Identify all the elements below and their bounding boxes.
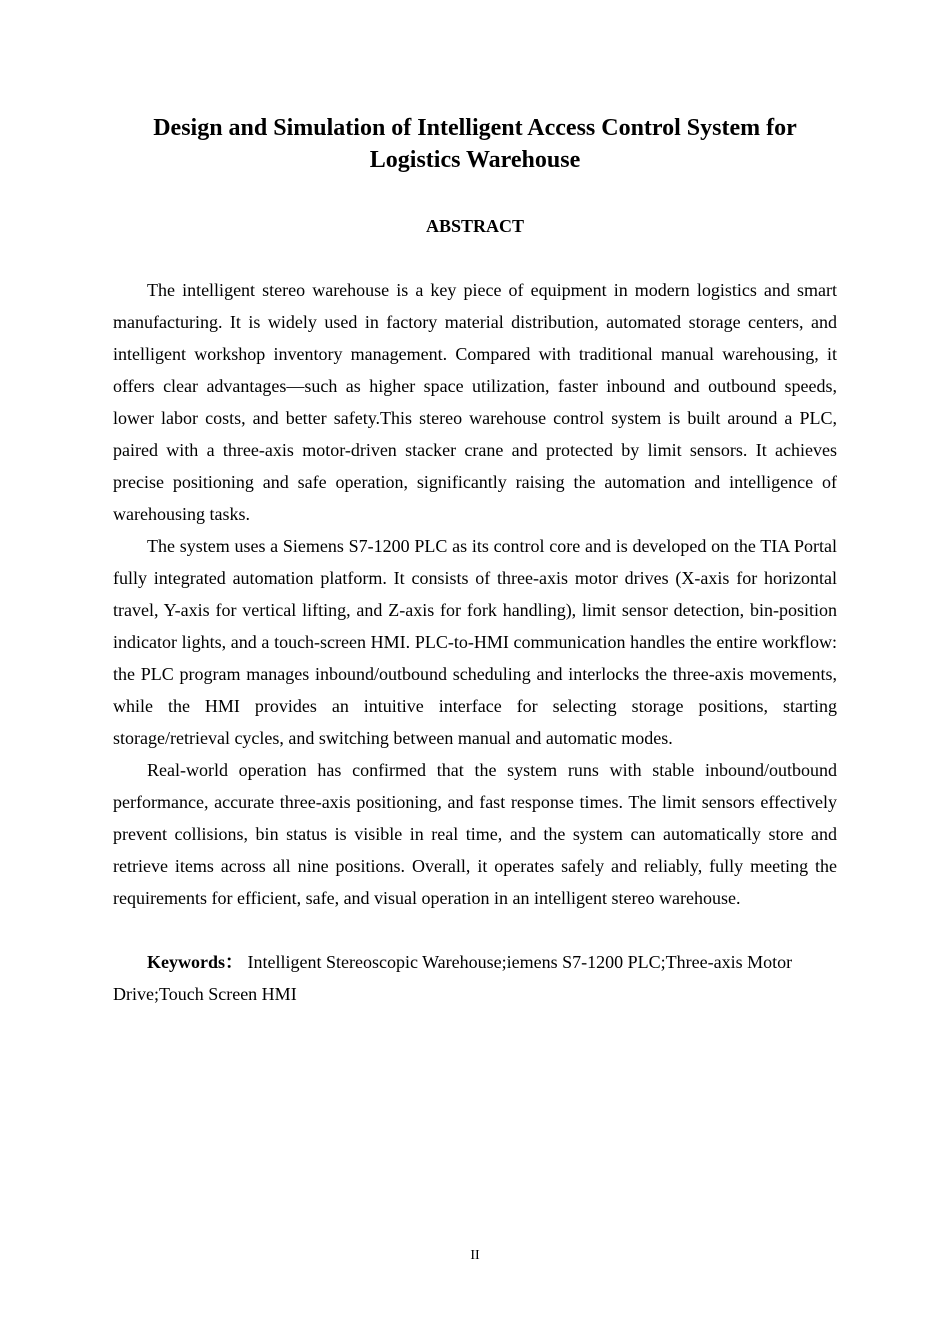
abstract-heading: ABSTRACT	[425, 216, 525, 236]
abstract-body	[113, 274, 837, 1010]
paper-title	[113, 112, 837, 176]
keywords-text: Intelligent Stereoscopic Warehouse;iemens S7-1200 PLC;Three-axis Motor Drive;Touch Screen HMI	[113, 952, 793, 1004]
page-number: II	[470, 1248, 480, 1263]
paper-title-line-2: Logistics Warehouse	[369, 147, 581, 173]
paper-title-line-1: Design and Simulation of Intelligent Access Control System for	[153, 115, 797, 141]
abstract-paragraph-1: The intelligent stereo warehouse is a key piece of equipment in modern logistics and smart manufacturing. It is widely used in factory material distribution, automated storage centers, and intelligent workshop inventory management. Compared with traditional manual warehousing, it offers clear advantages—such as higher space utilization, faster inbound and outbound speeds, lower labor costs, and better safety.This stereo warehouse control system is built around a PLC, paired with a three-axis motor-driven stacker crane and protected by limit sensors. It achieves precise positioning and safe operation, significantly raising the automation and intelligence of warehousing tasks.	[113, 280, 837, 524]
abstract-paragraph-2: The system uses a Siemens S7-1200 PLC as its control core and is developed on the TIA Portal fully integrated automation platform. It consists of three-axis motor drives (X-axis for horizontal travel, Y-axis for vertical lifting, and Z-axis for fork handling), limit sensor detection, bin-position indicator lights, and a touch-screen HMI. PLC-to-HMI communication handles the entire workflow: the PLC program manages inbound/outbound scheduling and interlocks the three-axis movements, while the HMI provides an intuitive interface for selecting storage positions, starting storage/retrieval cycles, and switching between manual and automatic modes.	[113, 536, 837, 748]
abstract-paragraph-3: Real-world operation has confirmed that the system runs with stable inbound/outbound performance, accurate three-axis positioning, and fast response times. The limit sensors effectively prevent collisions, bin status is visible in real time, and the system can automatically store and retrieve items across all nine positions. Overall, it operates safely and reliably, fully meeting the requirements for efficient, safe, and visual operation in an intelligent stereo warehouse.	[113, 760, 837, 908]
keywords-line	[113, 946, 837, 1010]
keywords-label: Keywords：	[147, 952, 243, 972]
